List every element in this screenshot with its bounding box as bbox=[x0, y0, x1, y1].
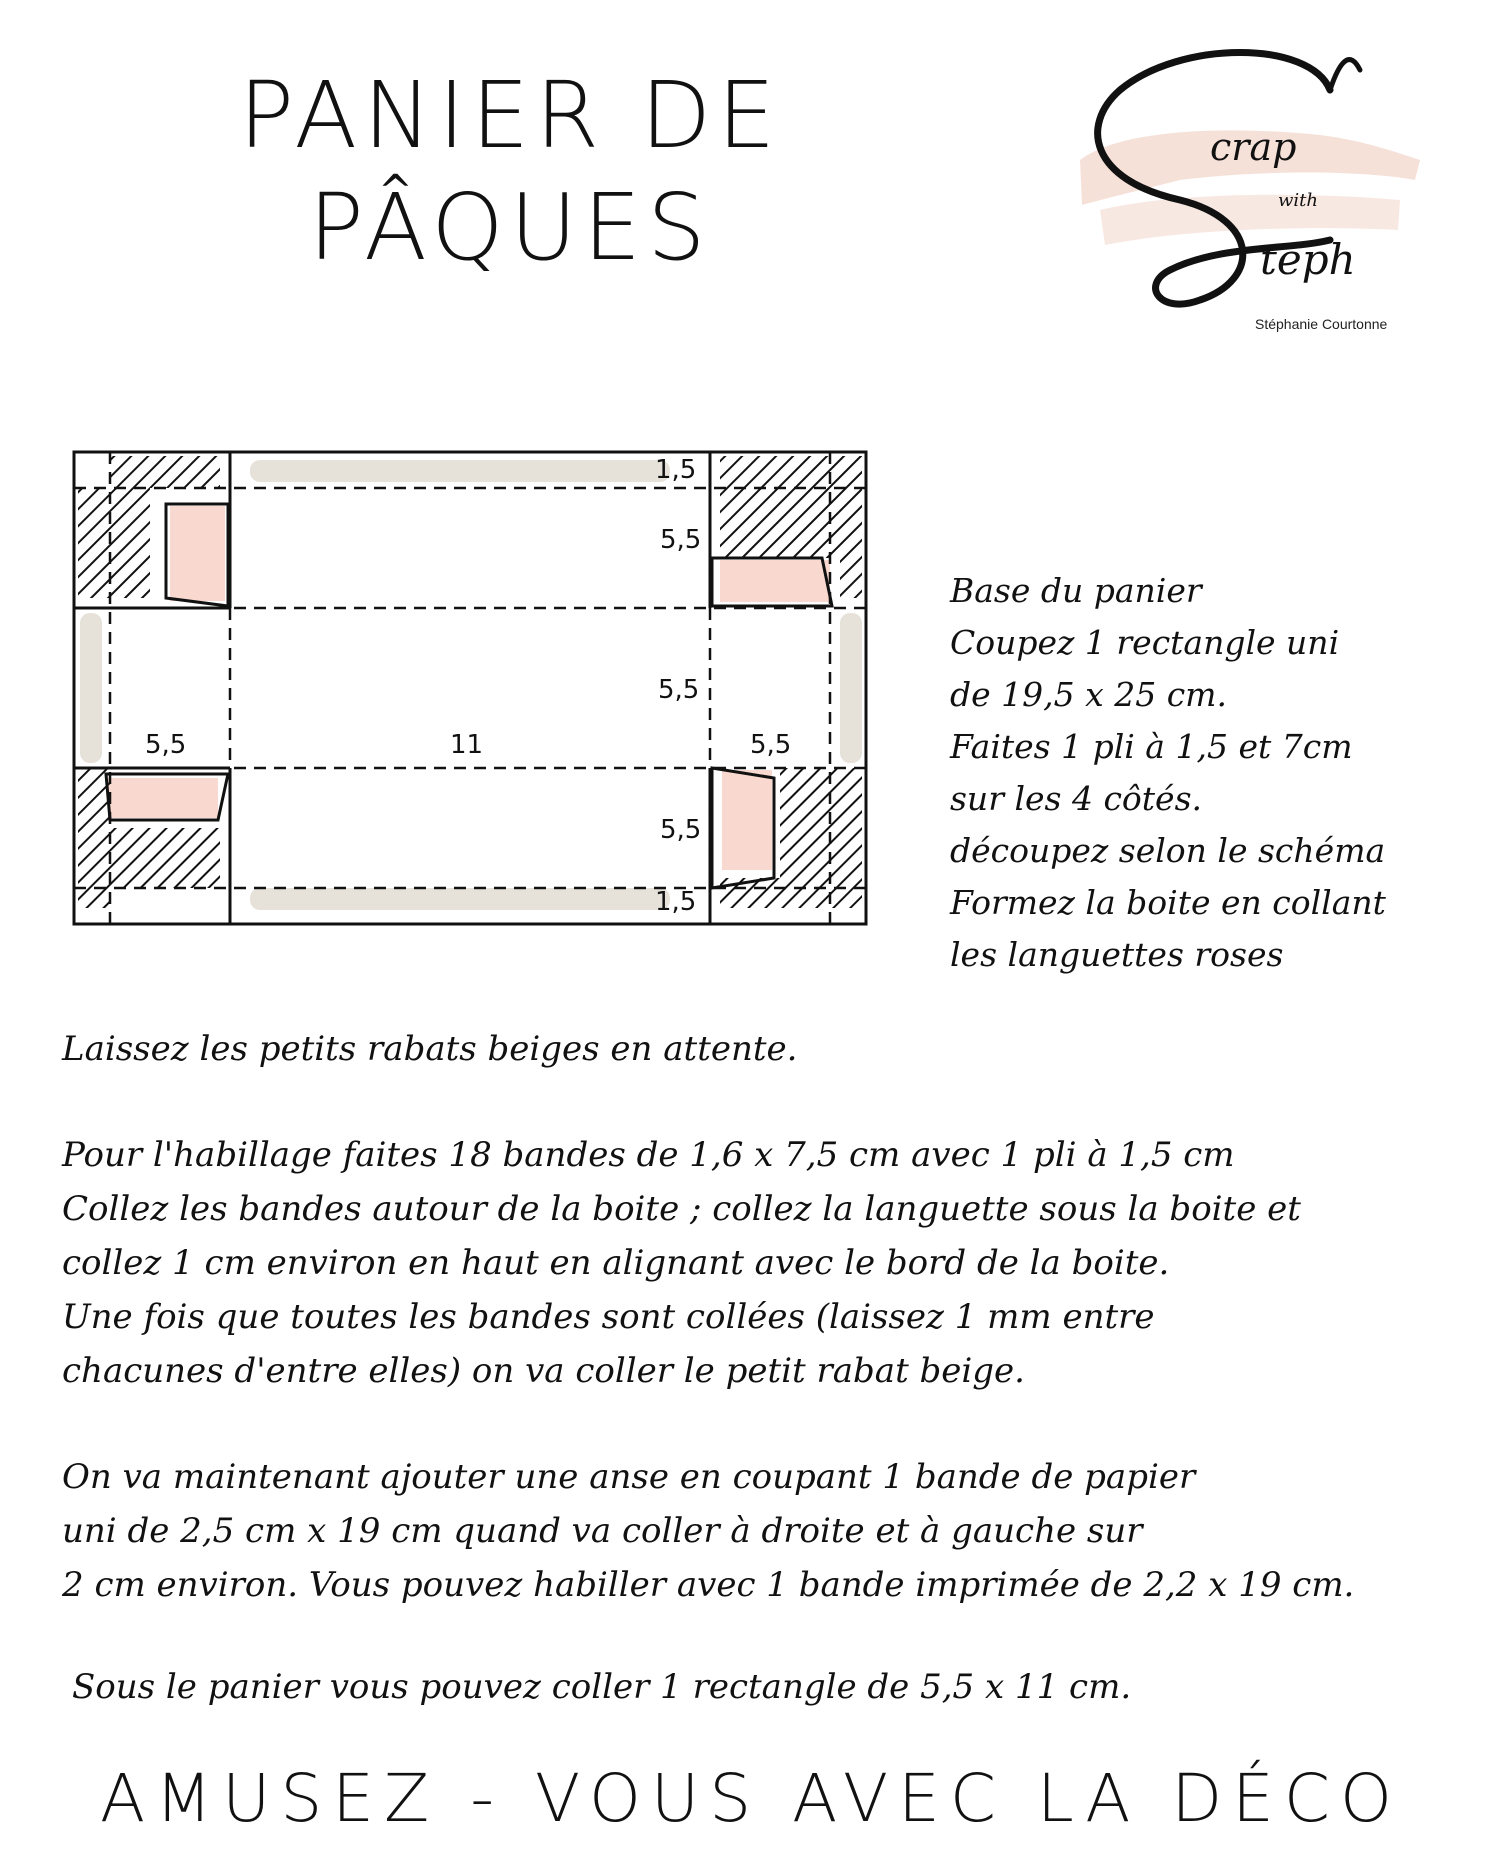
logo-author-name: Stéphanie Courtonne bbox=[1255, 316, 1388, 332]
instruction-line: Faites 1 pli à 1,5 et 7cm bbox=[950, 727, 1353, 766]
waste-top-left-side bbox=[78, 488, 110, 598]
instruction-line: Base du panier bbox=[950, 571, 1202, 610]
pink-tab-bottom-right bbox=[722, 770, 772, 870]
logo-crap-text: crap bbox=[1210, 125, 1297, 169]
beige-flap-top bbox=[250, 460, 670, 482]
instruction-line: les languettes roses bbox=[950, 935, 1284, 974]
paragraph-bottom-rectangle: Sous le panier vous pouvez coller 1 rectangle de 5,5 x 11 cm. bbox=[72, 1667, 1132, 1707]
beige-flap-bottom bbox=[250, 888, 670, 910]
logo-with-text: with bbox=[1278, 190, 1318, 211]
dim-label-top-strip: 1,5 bbox=[655, 455, 697, 485]
paragraph-dressing bbox=[62, 1128, 1442, 1398]
logo-teph-text: teph bbox=[1260, 235, 1356, 284]
instruction-line: découpez selon le schéma bbox=[950, 831, 1386, 870]
title-line-1: PANIER DE bbox=[238, 62, 782, 169]
pink-tab-top-left bbox=[170, 506, 225, 601]
dim-label-left-width: 5,5 bbox=[145, 730, 187, 760]
paragraph-line: Une fois que toutes les bandes sont collées (laissez 1 mm entre bbox=[62, 1297, 1155, 1337]
paragraph-beige-flaps: Laissez les petits rabats beiges en attente. bbox=[62, 1029, 798, 1069]
instruction-line: Coupez 1 rectangle uni bbox=[950, 623, 1340, 662]
pink-tab-top-right bbox=[720, 560, 830, 602]
instruction-line: de 19,5 x 25 cm. bbox=[950, 675, 1227, 714]
waste-bottom-left bbox=[110, 828, 220, 888]
footer-slogan: AMUSEZ - VOUS AVEC LA DÉCO bbox=[100, 1760, 1402, 1837]
beige-flap-left bbox=[80, 613, 102, 763]
beige-flap-right bbox=[840, 613, 862, 763]
dim-label-bottom-right: 5,5 bbox=[660, 815, 702, 845]
logo-artwork bbox=[1060, 30, 1440, 350]
dim-label-middle-right: 5,5 bbox=[658, 675, 700, 705]
paragraph-line: Pour l'habillage faites 18 bandes de 1,6 x 7,5 cm avec 1 pli à 1,5 cm bbox=[62, 1135, 1235, 1175]
paragraph-line: uni de 2,5 cm x 19 cm quand va coller à droite et à gauche sur bbox=[62, 1511, 1143, 1551]
paragraph-handle bbox=[62, 1450, 1442, 1612]
paragraph-line: chacunes d'entre elles) on va coller le petit rabat beige. bbox=[62, 1351, 1025, 1391]
dim-label-top-right: 5,5 bbox=[660, 525, 702, 555]
base-instructions bbox=[950, 565, 1470, 981]
page-title bbox=[230, 60, 790, 284]
dim-label-center-width: 11 bbox=[450, 730, 484, 760]
cutting-pattern-diagram bbox=[70, 448, 870, 928]
paragraph-line: collez 1 cm environ en haut en alignant avec le bord de la boite. bbox=[62, 1243, 1170, 1283]
instruction-line: sur les 4 côtés. bbox=[950, 779, 1203, 818]
instruction-line: Formez la boite en collant bbox=[950, 883, 1386, 922]
paragraph-line: 2 cm environ. Vous pouvez habiller avec 1 bande imprimée de 2,2 x 19 cm. bbox=[62, 1565, 1355, 1605]
paragraph-line: Collez les bandes autour de la boite ; collez la languette sous la boite et bbox=[62, 1189, 1301, 1229]
pink-tab-bottom-left bbox=[108, 778, 218, 818]
paragraph-line: On va maintenant ajouter une anse en coupant 1 bande de papier bbox=[62, 1457, 1196, 1497]
title-line-2: PÂQUES bbox=[308, 174, 712, 281]
dim-label-right-width: 5,5 bbox=[750, 730, 792, 760]
brand-logo bbox=[1060, 30, 1440, 350]
dim-label-bottom-strip: 1,5 bbox=[655, 887, 697, 917]
